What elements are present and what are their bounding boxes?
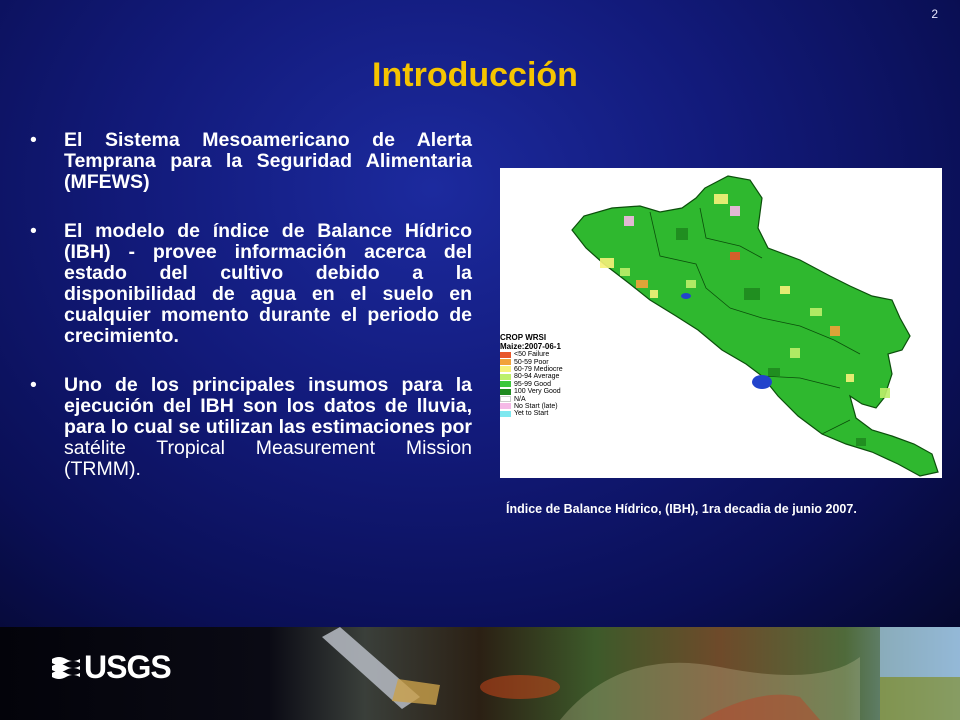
- legend-item: 80-94 Average: [500, 373, 580, 380]
- bullet-dot-icon: •: [30, 220, 37, 242]
- bullet-dot-icon: •: [30, 129, 37, 151]
- map-legend: [500, 333, 580, 451]
- legend-item: N/A: [500, 395, 580, 402]
- bullet-item: [30, 375, 472, 480]
- legend-item: 100 Very Good: [500, 388, 580, 395]
- usgs-wave-icon: [52, 655, 80, 681]
- bullet-text: El modelo de índice de Balance Hídrico (IBH) - provee información acerca del estado del cultivo debido a la disponibilidad de agua en el suelo en cualquier momento durante el periodo de crecimiento.: [64, 220, 472, 347]
- legend-item: 95-99 Good: [500, 381, 580, 388]
- legend-item: 60-79 Mediocre: [500, 366, 580, 373]
- map-caption: Índice de Balance Hídrico, (IBH), 1ra decadia de junio 2007.: [506, 502, 857, 516]
- bullet-list: [30, 130, 472, 508]
- bullet-text: El Sistema Mesoamericano de Alerta Temprana para la Seguridad Alimentaria (MFEWS): [64, 129, 472, 193]
- bullet-item: [30, 221, 472, 347]
- page-number: 2: [931, 7, 938, 21]
- bullet-text: Uno de los principales insumos para la ejecución del IBH son los datos de lluvia, para lo cual se utilizan las estimaciones por: [64, 374, 472, 438]
- legend-item: 50-59 Poor: [500, 358, 580, 365]
- usgs-logo: [52, 649, 171, 686]
- legend-title: CROP WRSI: [500, 333, 547, 342]
- legend-subtitle: Maize:2007-06-1: [500, 342, 561, 351]
- bullet-item: [30, 130, 472, 193]
- slide-title: Introducción: [372, 56, 578, 94]
- legend-item: Yet to Start: [500, 410, 580, 417]
- usgs-logo-text: USGS: [84, 649, 171, 685]
- legend-item: No Start (late): [500, 403, 580, 410]
- legend-item: <50 Failure: [500, 351, 580, 358]
- bullet-text-normal: satélite Tropical Measurement Mission (TRMM).: [64, 437, 472, 480]
- footer-banner: [0, 627, 960, 720]
- bullet-dot-icon: •: [30, 374, 37, 396]
